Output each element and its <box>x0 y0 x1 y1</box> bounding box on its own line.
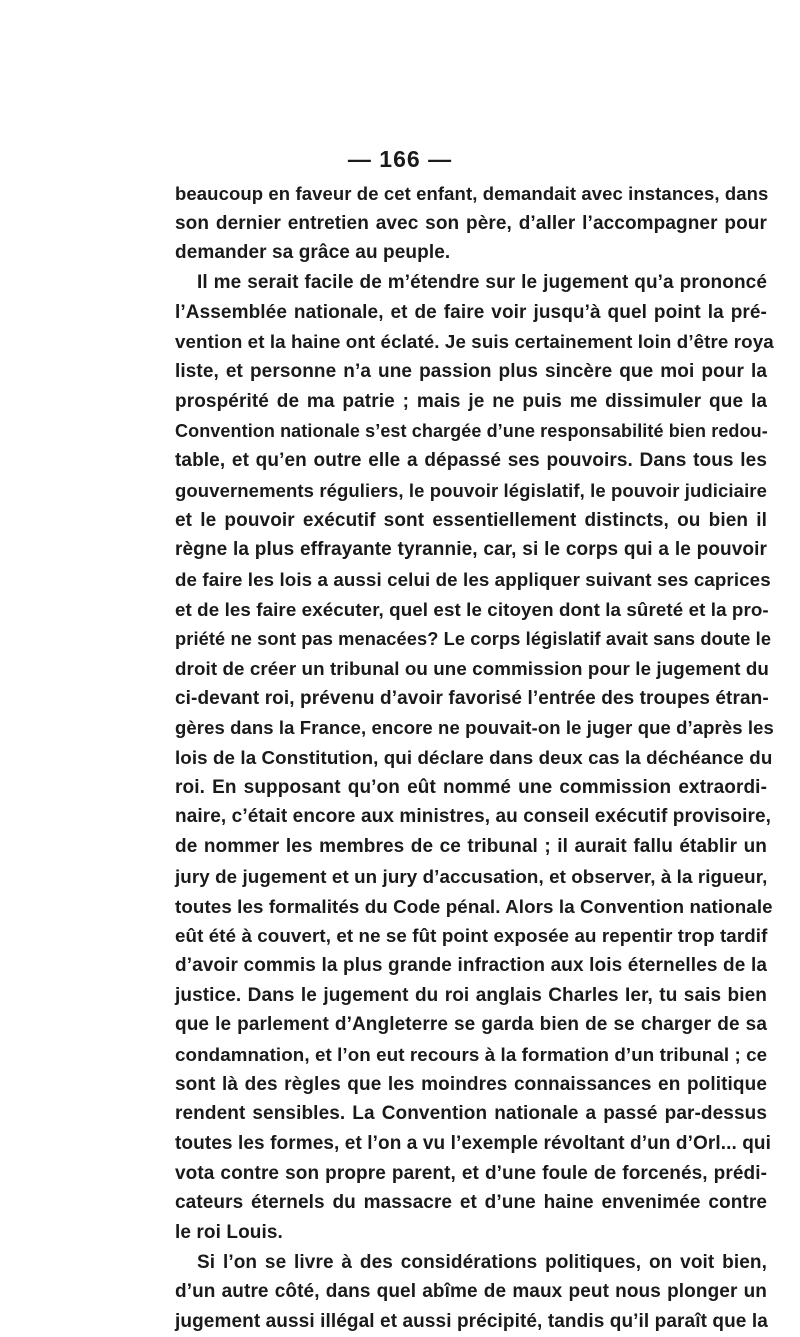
text-line: roi. En supposant qu’on eût nommé une commission extraordi- <box>175 776 767 798</box>
text-line: d’un autre côté, dans quel abîme de maux peut nous plonger un <box>175 1281 767 1303</box>
text-line: que le parlement d’Angleterre se garda bien de se charger de sa <box>175 1014 767 1036</box>
text-line: cateurs éternels du massacre et d’une haine envenimée contre <box>175 1192 767 1214</box>
text-line: de faire les lois a aussi celui de les appliquer suivant ses caprices <box>175 568 771 590</box>
text-line: vention et la haine ont éclaté. Je suis certainement loin d’être roya <box>175 331 774 353</box>
text-line: lois de la Constitution, qui déclare dans deux cas la déchéance du <box>175 747 773 769</box>
text-line: demander sa grâce au peuple. <box>175 242 451 264</box>
text-line: toutes les formalités du Code pénal. Alors la Convention nationale <box>175 895 773 917</box>
text-line: le roi Louis. <box>175 1222 283 1244</box>
text-line: jury de jugement et un jury d’accusation, et observer, à la rigueur, <box>175 865 768 887</box>
text-line: son dernier entretien avec son père, d’aller l’accompagner pour <box>175 212 767 234</box>
text-line: eût été à couvert, et ne se fût point exposée au repentir trop tardif <box>175 925 768 947</box>
page-number: — 166 — <box>347 146 453 172</box>
text-line: de nommer les membres de ce tribunal ; il aurait fallu établir un <box>175 836 767 858</box>
text-line: d’avoir commis la plus grande infraction aux lois éternelles de la <box>175 954 767 976</box>
text-line: l’Assemblée nationale, et de faire voir jusqu’à quel point la pré- <box>175 301 767 323</box>
text-line: justice. Dans le jugement du roi anglais Charles Ier, tu sais bien <box>175 984 767 1006</box>
text-line: gouvernements réguliers, le pouvoir législatif, le pouvoir judiciaire <box>175 479 767 501</box>
text-line: gères dans la France, encore ne pouvait-on le juger que d’après les <box>175 717 774 739</box>
text-line: vota contre son propre parent, et d’une foule de forcenés, prédi- <box>175 1162 767 1184</box>
body-text <box>175 179 774 1337</box>
text-line: et de les faire exécuter, quel est le citoyen dont la sûreté et la pro- <box>175 598 769 620</box>
text-line: naire, c’était encore aux ministres, au conseil exécutif provisoire, <box>175 806 772 828</box>
text-line: règne la plus effrayante tyrannie, car, si le corps qui a le pouvoir <box>175 539 767 561</box>
text-line: beaucoup en faveur de cet enfant, demandait avec instances, dans <box>175 183 769 204</box>
text-line: rendent sensibles. La Convention nationale a passé par-dessus <box>175 1103 767 1125</box>
text-line: jugement aussi illégal et aussi précipité, tandis qu’il paraît que la <box>175 1311 768 1333</box>
text-line: ci-devant roi, prévenu d’avoir favorisé l’entrée des troupes étran- <box>175 687 769 709</box>
text-line: et le pouvoir exécutif sont essentiellement distincts, ou bien il <box>175 509 767 531</box>
text-line: prospérité de ma patrie ; mais je ne puis me dissimuler que la <box>175 390 767 412</box>
text-line: liste, et personne n’a une passion plus sincère que moi pour la <box>175 361 767 383</box>
text-line: sont là des règles que les moindres connaissances en politique <box>175 1073 767 1095</box>
text-line: table, et qu’en outre elle a dépassé ses pouvoirs. Dans tous les <box>175 450 767 472</box>
text-line: toutes les formes, et l’on a vu l’exemple révoltant d’un d’Orl... qui <box>175 1133 772 1154</box>
text-line: priété ne sont pas menacées? Le corps législatif avait sans doute le <box>175 628 772 650</box>
text-line: Il me serait facile de m’étendre sur le jugement qu’a prononcé <box>197 272 767 294</box>
text-line: droit de créer un tribunal ou une commission pour le jugement du <box>175 658 769 679</box>
text-line: Convention nationale s’est chargée d’une responsabilité bien redou- <box>175 420 768 441</box>
text-line: condamnation, et l’on eut recours à la formation d’un tribunal ; ce <box>175 1043 768 1065</box>
text-line: Si l’on se livre à des considérations politiques, on voit bien, <box>197 1251 767 1273</box>
